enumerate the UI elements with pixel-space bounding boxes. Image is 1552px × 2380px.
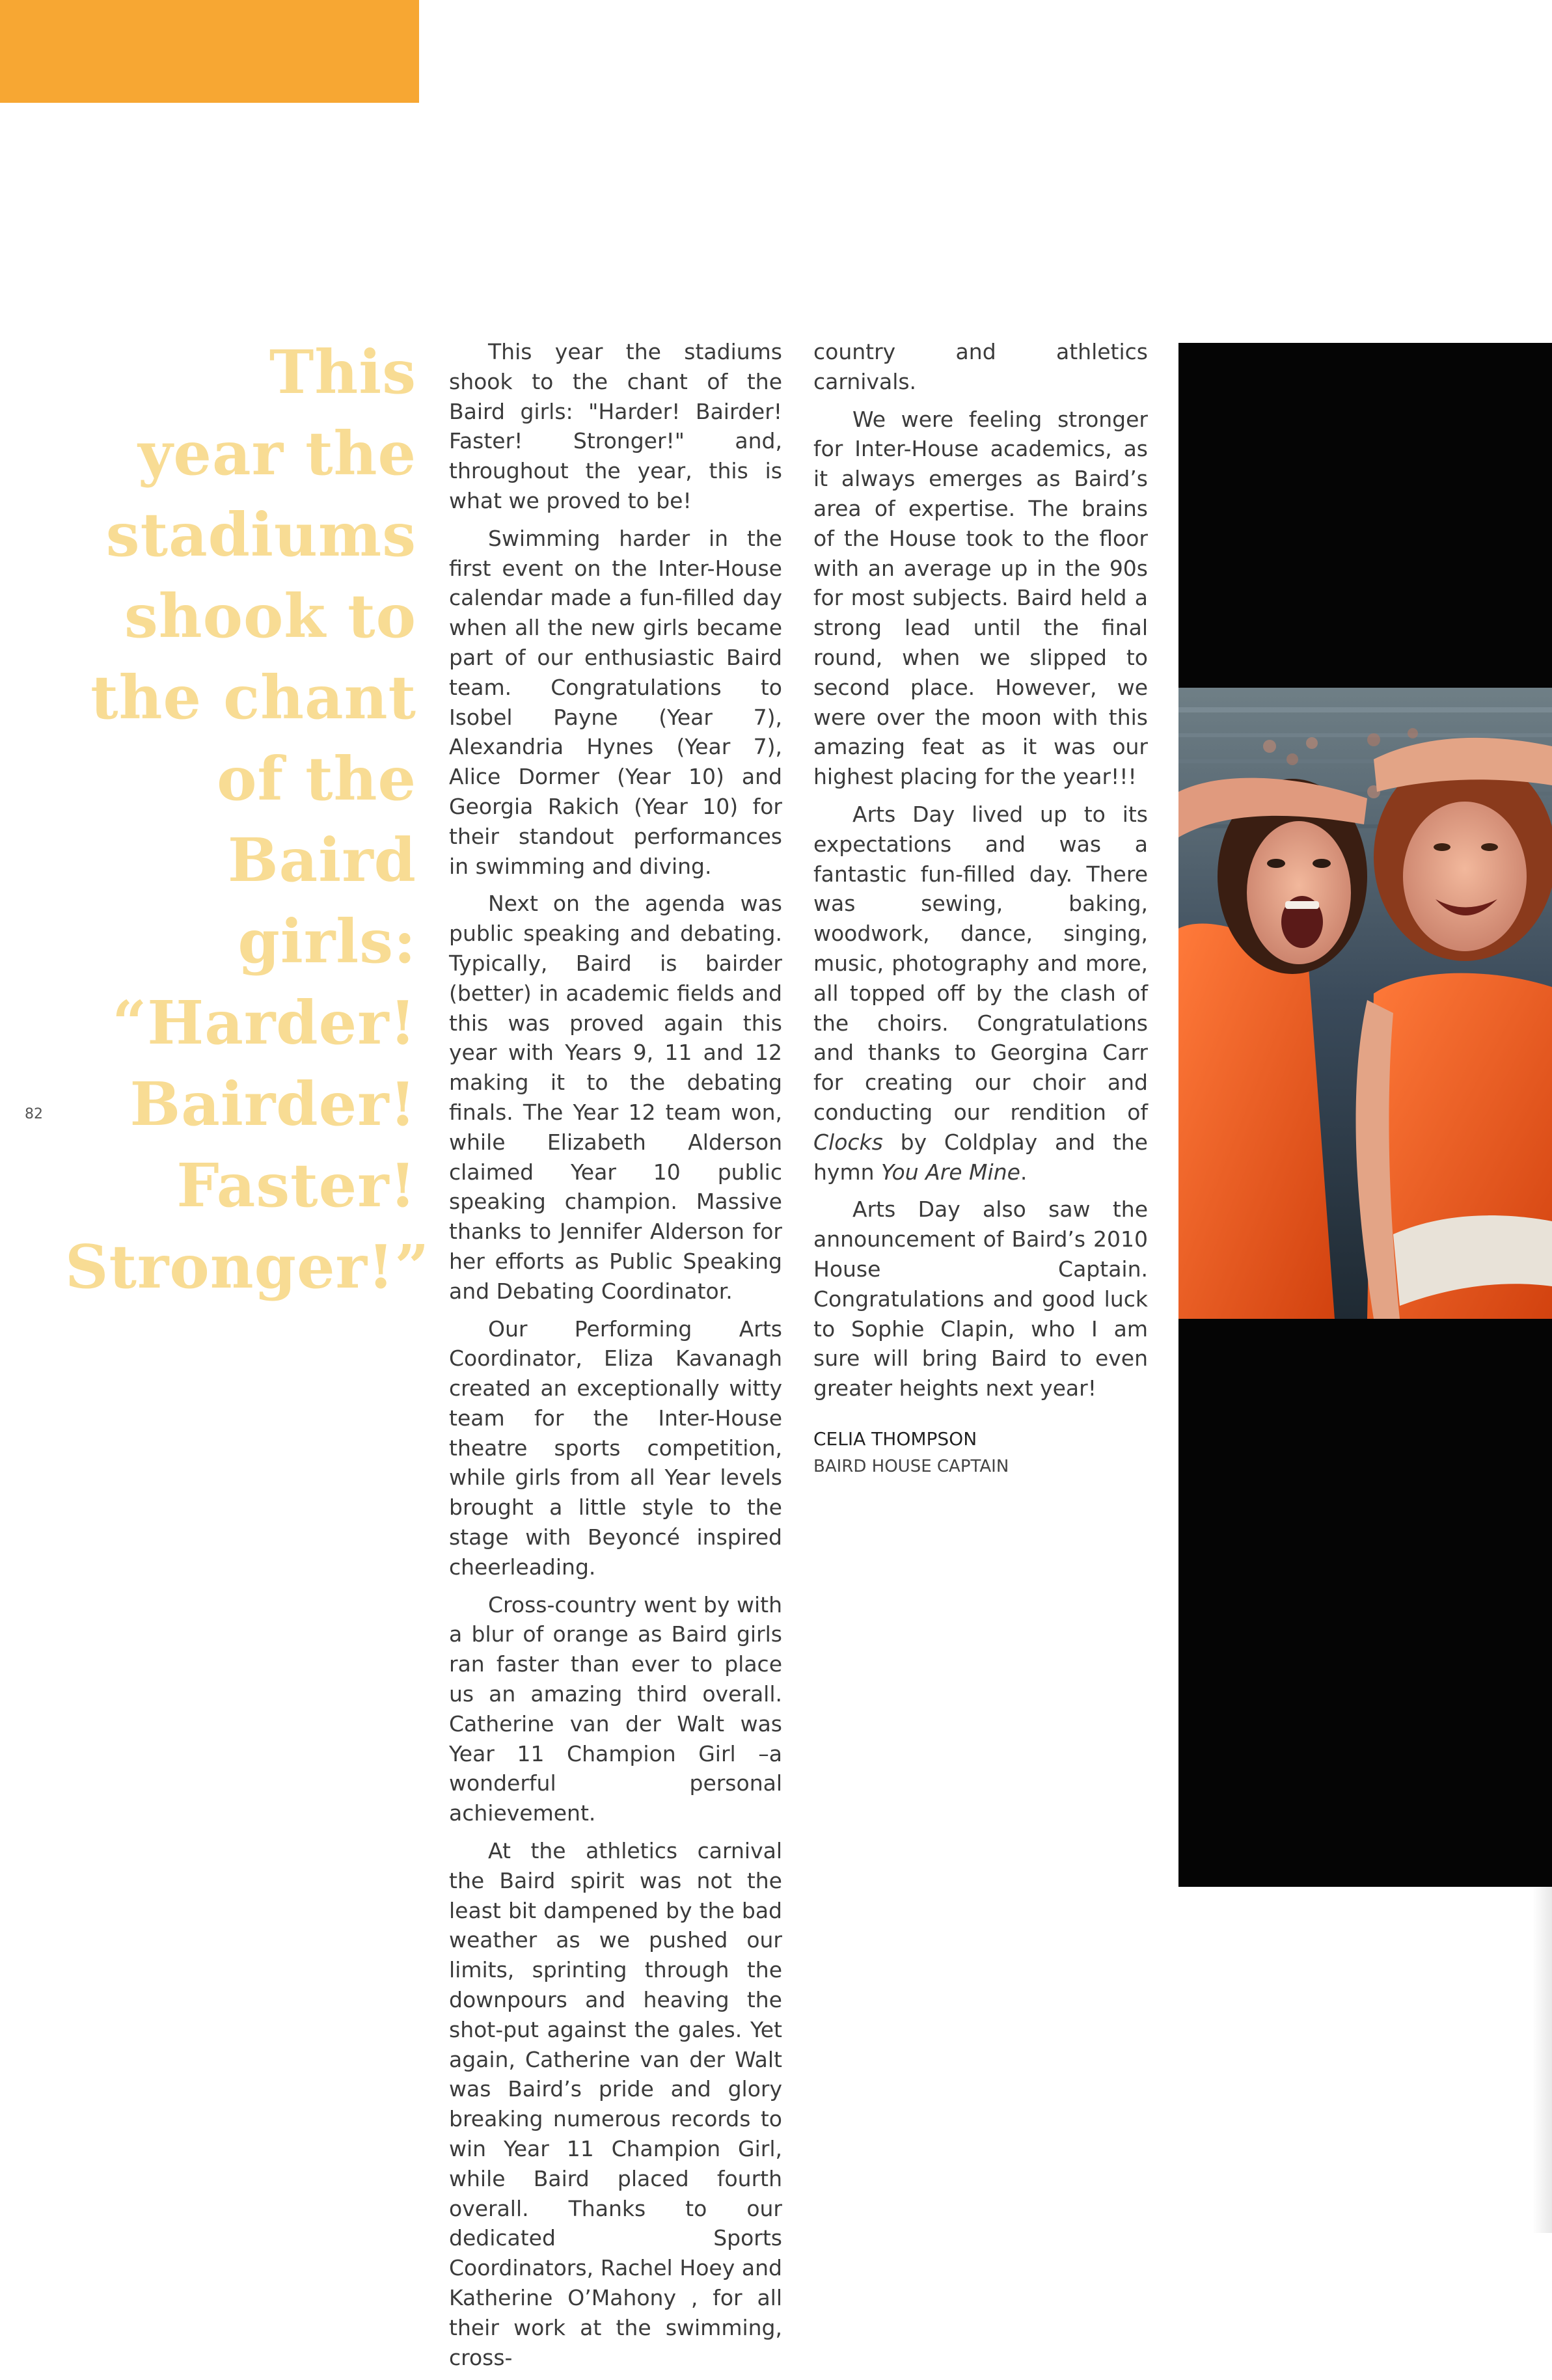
article-paragraph: This year the stadiums shook to the chant of the Baird girls: "Harder! Bairder! Faster! Stronger!" and, throughout the year, this is what we proved to be! [449, 339, 782, 513]
paragraph-text: . [1020, 1159, 1028, 1185]
pull-quote-line: shook to [124, 581, 416, 651]
article-column-2 [813, 337, 1148, 1480]
author-title: BAIRD HOUSE CAPTAIN [813, 1456, 1009, 1476]
pull-quote-line: Faster! [176, 1150, 416, 1221]
song-title-clocks: Clocks [813, 1129, 883, 1155]
article-paragraph: Arts Day also saw the announcement of Baird’s 2010 House Captain. Congratulations and good luck to Sophie Clapin, who I am sure will bring Baird to even greater heights next year! [813, 1197, 1148, 1401]
article-paragraph: We were feeling stronger for Inter-House academics, as it always emerges as Baird’s area of expertise. The brains of the House took to the floor with an average up in the 90s for most subjects. Baird held a strong lead until the final round, when we slipped to second place. However, we were over the moon with this amazing feat as it was our highest placing for the year!!! [813, 406, 1148, 790]
photo-scene [1178, 688, 1552, 1319]
article-paragraph: Swimming harder in the first event on the Inter-House calendar made a fun-filled day when all the new girls became part of our enthusiastic Baird team. Congratulations to Isobel Payne (Year 7), Alexandria Hynes (Year 7), Alice Dormer (Year 10) and Georgia Rakich (Year 10) for their standout performances in swimming and diving. [449, 525, 782, 879]
orange-accent-tab [0, 0, 419, 103]
pull-quote-line: Baird girls: [227, 825, 416, 977]
article-paragraph-continued: country and athletics carnivals. [813, 339, 1148, 394]
pull-quote-line: “Harder! [112, 988, 416, 1058]
author-name: CELIA THOMPSON [813, 1427, 977, 1450]
pull-quote-line: Stronger!” [65, 1232, 430, 1302]
paragraph-text: by Coldplay and the hymn [813, 1129, 1148, 1185]
pull-quote-line: stadiums [105, 500, 416, 570]
article-paragraph: Next on the agenda was public speaking and debating. Typically, Baird is bairder (better) in academic fields and this was proved again this year with Years 9, 11 and 12 making it to the debating finals. The Year 12 team won, while Elizabeth Alderson claimed Year 10 public speaking champion. Massive thanks to Jennifer Alderson for her efforts as Public Speaking and Debating Coordinator. [449, 891, 782, 1304]
article-paragraph: At the athletics carnival the Baird spirit was not the least bit dampened by the bad weather as we pushed our limits, sprinting through the downpours and heaving the shot-put against the gales. Yet again, Catherine van der Walt was Baird’s pride and glory breaking numerous records to win Year 11 Champion Girl, while Baird placed fourth overall. Thanks to our dedicated Sports Coordinators, Rachel Hoey and Katherine O’Mahony , for all their work at the swimming, cross- [449, 1838, 782, 2370]
pull-quote-line: of the [217, 744, 416, 814]
article-paragraph: Cross-country went by with a blur of orange as Baird girls ran faster than ever to place us an amazing third overall. Catherine van der Walt was Year 11 Champion Girl –a wonderful personal achievement. [449, 1591, 782, 1826]
article-paragraph [813, 800, 1148, 1187]
pull-quote-line: year the [137, 418, 416, 489]
photo-girls-saluting [1178, 343, 1552, 1887]
page-number: 82 [25, 1106, 43, 1122]
signature-block [813, 1426, 1148, 1480]
right-girl-face [1403, 802, 1527, 951]
pull-quote-line: the chant [90, 662, 416, 733]
paragraph-text: Arts Day lived up to its expectations and was a fantastic fun-filled day. There was sewing, baking, woodwork, dance, singing, music, photography and more, all topped off by the clash of the choirs. Congratulations and thanks to Georgina Carr for creating our choir and conducting our rendition of [813, 801, 1148, 1125]
pull-quote-line: This [269, 337, 416, 407]
pull-quote-line: Bairder! [129, 1069, 416, 1139]
article-column-1 [449, 337, 782, 2380]
page-edge-shadow [1532, 1887, 1552, 2233]
photo-illustration [1178, 343, 1552, 1887]
hymn-title: You Are Mine [881, 1159, 1020, 1185]
article-paragraph: Our Performing Arts Coordinator, Eliza Kavanagh created an exceptionally witty team for the Inter-House theatre sports competition, while girls from all Year levels brought a little style to the stage with Beyoncé inspired cheerleading. [449, 1316, 782, 1580]
pull-quote [65, 332, 430, 1308]
